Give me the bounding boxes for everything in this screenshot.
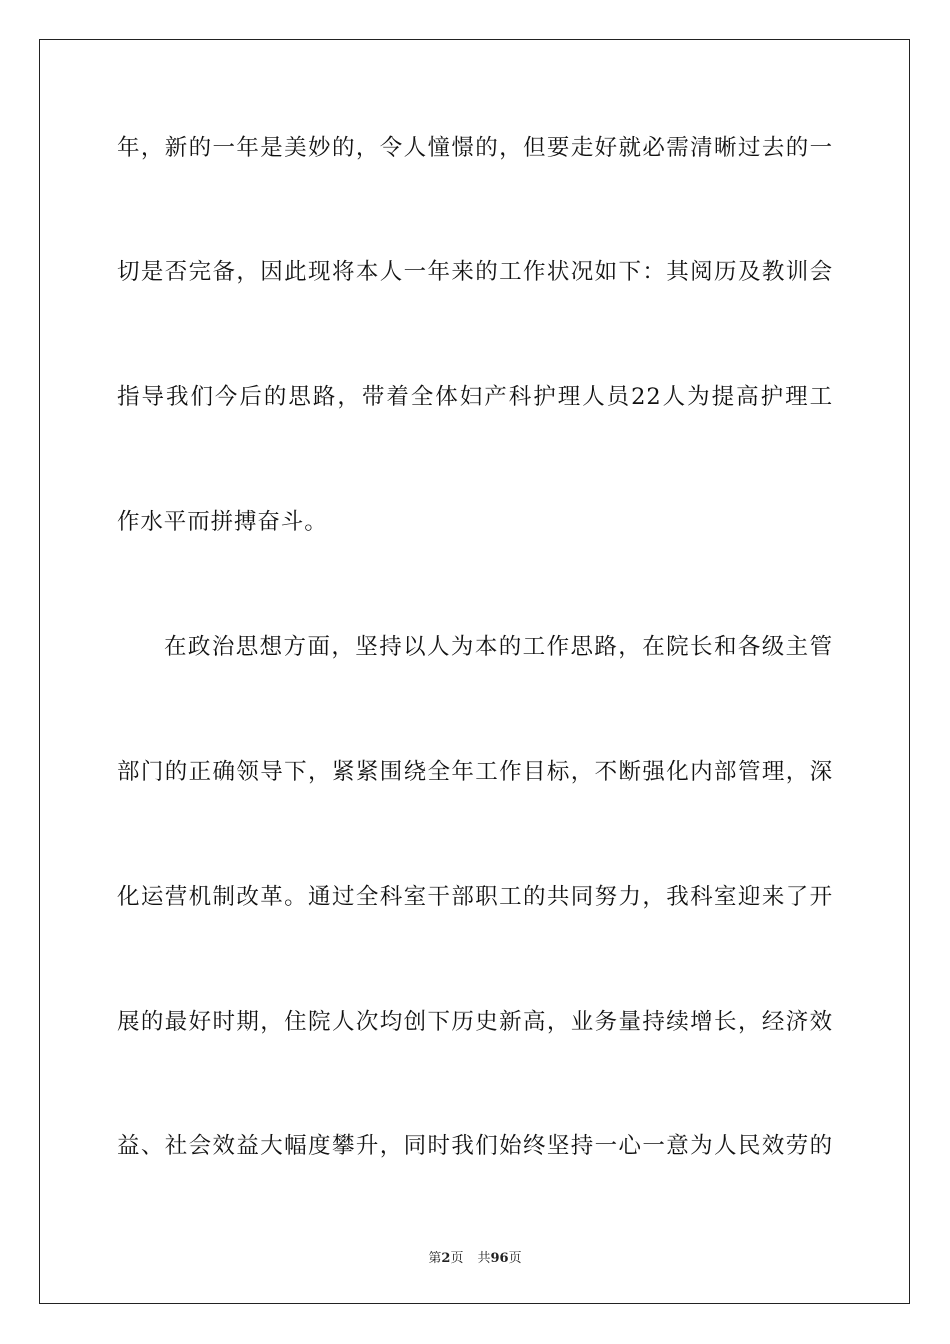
body-line-7: 化运营机制改革。通过全科室干部职工的共同努力，我科室迎来了开 — [117, 884, 833, 910]
page-footer — [0, 1247, 950, 1266]
body-line-5: 在政治思想方面，坚持以人为本的工作思路，在院长和各级主管 — [164, 634, 833, 660]
body-line-9: 益、社会效益大幅度攀升，同时我们始终坚持一心一意为人民效劳的 — [117, 1133, 833, 1159]
total-prefix: 共 — [477, 1251, 491, 1266]
page-prefix: 第 — [428, 1251, 442, 1266]
body-line-2: 切是否完备，因此现将本人一年来的工作状况如下：其阅历及教训会 — [117, 259, 833, 285]
page-border — [39, 39, 910, 1304]
body-line-6: 部门的正确领导下，紧紧围绕全年工作目标，不断强化内部管理，深 — [117, 759, 833, 785]
page-suffix: 页 — [450, 1251, 464, 1266]
page-number: 2 — [441, 1251, 451, 1266]
total-pages: 96 — [490, 1251, 509, 1266]
body-line-1: 年，新的一年是美妙的，令人憧憬的，但要走好就必需清晰过去的一 — [117, 135, 833, 161]
body-line-4: 作水平而拼搏奋斗。 — [117, 509, 328, 535]
body-line-3: 指导我们今后的思路，带着全体妇产科护理人员22人为提高护理工 — [117, 384, 833, 410]
body-line-8: 展的最好时期，住院人次均创下历史新高，业务量持续增长，经济效 — [117, 1009, 833, 1035]
total-suffix: 页 — [508, 1251, 522, 1266]
